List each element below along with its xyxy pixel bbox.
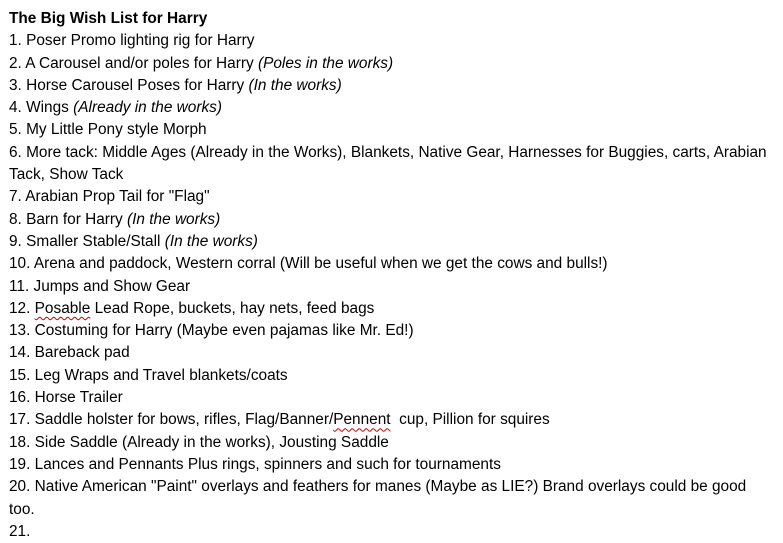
status-note: (Poles in the works) [257, 54, 394, 72]
list-item-3: 3. Horse Carousel Poses for Harry (In the works) [9, 76, 342, 94]
status-note: (Already in the works) [73, 99, 222, 117]
list-item-5: 5. My Little Pony style Morph [9, 121, 207, 139]
spellcheck-flagged-word[interactable]: Posable [34, 299, 91, 317]
list-item-8: 8. Barn for Harry (In the works) [9, 210, 221, 228]
wish-list-document [9, 8, 775, 543]
list-item-9: 9. Smaller Stable/Stall (In the works) [9, 232, 258, 250]
list-item-4: 4. Wings (Already in the works) [9, 99, 222, 117]
document-title: The Big Wish List for Harry [9, 10, 208, 27]
list-item-16: 16. Horse Trailer [9, 389, 123, 407]
list-item-1: 1. Poser Promo lighting rig for Harry [9, 32, 255, 50]
status-note: (In the works) [127, 210, 221, 228]
list-item-18: 18. Side Saddle (Already in the works), Jousting Saddle [9, 433, 389, 451]
list-item-7: 7. Arabian Prop Tail for "Flag" [9, 188, 210, 206]
list-item-14: 14. Bareback pad [9, 344, 130, 362]
status-note: (In the works) [248, 76, 342, 94]
spellcheck-flagged-word[interactable]: Pennent [333, 411, 391, 429]
status-note: (In the works) [164, 232, 258, 250]
list-item-19: 19. Lances and Pennants Plus rings, spinners and such for tournaments [9, 455, 501, 473]
list-item-10: 10. Arena and paddock, Western corral (Will be useful when we get the cows and bulls!) [9, 255, 608, 273]
list-item-17: 17. Saddle holster for bows, rifles, Flag/Banner/Pennent cup, Pillion for squires [9, 411, 550, 429]
list-item-13: 13. Costuming for Harry (Maybe even pajamas like Mr. Ed!) [9, 322, 414, 340]
list-item-2: 2. A Carousel and/or poles for Harry (Poles in the works) [9, 54, 394, 72]
list-item-12: 12. Posable Lead Rope, buckets, hay nets, feed bags [9, 299, 375, 317]
list-item-21: 21. [9, 522, 31, 540]
list-item-11: 11. Jumps and Show Gear [9, 277, 191, 295]
list-item-20: 20. Native American "Paint" overlays and feathers for manes (Maybe as LIE?) Brand overlays could be good too. [9, 478, 747, 518]
list-item-6: 6. More tack: Middle Ages (Already in the Works), Blankets, Native Gear, Harnesses for Buggies, carts, Arabian Tack, Show Tack [9, 143, 767, 184]
list-item-15: 15. Leg Wraps and Travel blankets/coats [9, 366, 288, 384]
